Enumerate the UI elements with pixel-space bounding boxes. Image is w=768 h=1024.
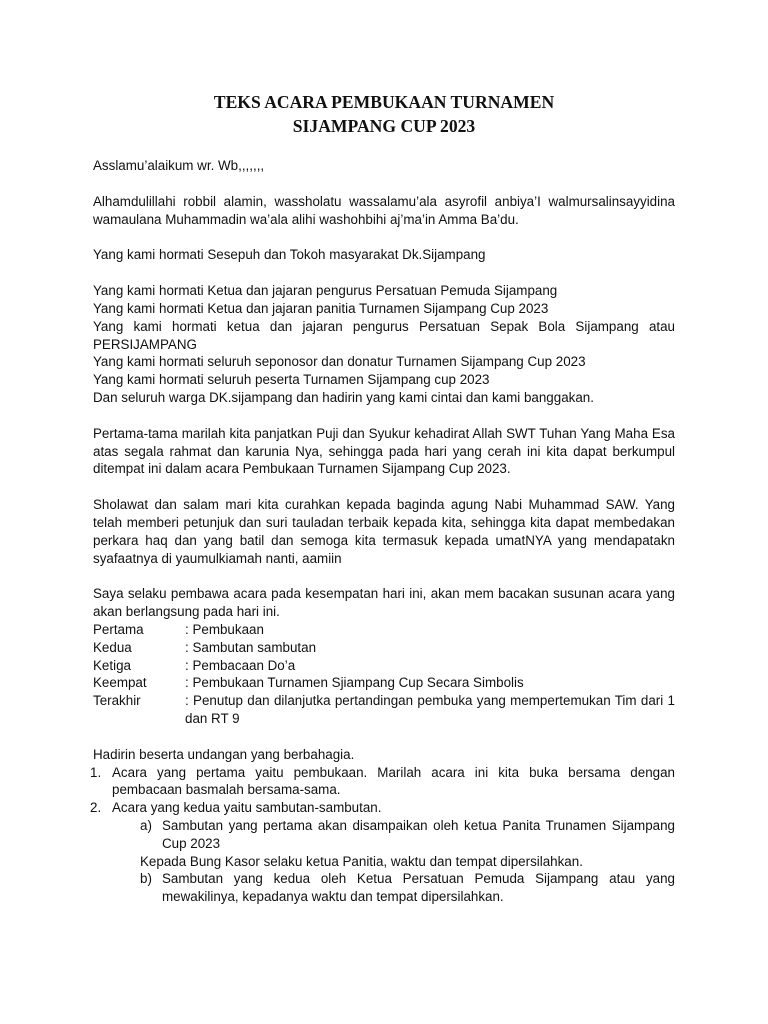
agenda-key: Kedua (93, 639, 132, 655)
sub-list-text: Sambutan yang kedua oleh Ketua Persatuan Pemuda Sijampang atau yang mewakilinya, kepadanya waktu dan tempat dipersilahkan. (162, 871, 675, 905)
title-line-2: SIJAMPANG CUP 2023 (292, 116, 476, 136)
sub-list-note: Kepada Bung Kasor selaku ketua Panitia, waktu dan tempat dipersilahkan. (140, 853, 583, 869)
agenda-key: Ketiga (93, 657, 131, 673)
sub-list-letter: b) (140, 871, 152, 887)
agenda-value: : Pembukaan (185, 621, 264, 637)
greeting: Asslamu’alaikum wr. Wb,,,,,,, (93, 158, 265, 173)
agenda-value: : Sambutan sambutan (185, 639, 317, 655)
honor-line: Yang kami hormati Ketua dan jajaran panitia Turnamen Sijampang Cup 2023 (93, 300, 549, 316)
agenda-intro: Saya selaku pembawa acara pada kesempatan hari ini, akan mem bacakan susunan acara yang akan berlangsung pada hari ini. (93, 586, 675, 620)
agenda-value: : Pembukaan Turnamen Sjiampang Cup Secara Simbolis (185, 675, 524, 691)
agenda-row (93, 674, 675, 692)
list-number: 1. (90, 764, 102, 780)
agenda-value: : Penutup dan dilanjutka pertandingan pembuka yang mempertemukan Tim dari 1 dan RT 9 (185, 693, 675, 726)
sub-list-item (93, 870, 675, 906)
steps-list (90, 764, 675, 906)
list-item (90, 764, 675, 800)
sub-list-letter: a) (140, 817, 152, 833)
agenda-row (93, 621, 675, 639)
honor-line: Yang kami hormati ketua dan jajaran pengurus Persatuan Sepak Bola Sijampang atau PERSIJAMPANG (93, 318, 675, 352)
honors-list (93, 282, 675, 407)
audience-address: Hadirin beserta undangan yang berbahagia. (93, 746, 355, 762)
agenda-row (93, 692, 675, 728)
agenda-row (93, 639, 675, 657)
document-title (93, 90, 675, 138)
opening-paragraph: Alhamdulillahi robbil alamin, wassholatu wassalamu’ala asyrofil anbiya’I walmursalinsayyidina wamaulana Muhammadin wa’ala alihi washohbihi aj’ma’in Amma Ba’du. (93, 193, 675, 227)
honor-line: Yang kami hormati seluruh seponosor dan donatur Turnamen Sijampang Cup 2023 (93, 354, 586, 370)
gratitude-paragraph: Pertama-tama marilah kita panjatkan Puji dan Syukur kehadirat Allah SWT Tuhan Yang Maha Esa atas segala rahmat dan karunia Nya, sehingga pada hari yang cerah ini kita dapat berkumpul ditempat ini dalam acara Pembukaan Turnamen Sijampang Cup 2023. (93, 425, 675, 477)
honor-line: Yang kami hormati seluruh peserta Turnamen Sijampang cup 2023 (93, 372, 490, 388)
list-text: Acara yang pertama yaitu pembukaan. Marilah acara ini kita buka bersama dengan pembacaan basmalah bersama-sama. (112, 764, 675, 798)
honor-line: Dan seluruh warga DK.sijampang dan hadirin yang kami cintai dan kami banggakan. (93, 389, 594, 405)
list-number: 2. (90, 800, 102, 816)
agenda-value: : Pembacaan Do’a (185, 657, 296, 673)
sholawat-paragraph: Sholawat dan salam mari kita curahkan kepada baginda agung Nabi Muhammad SAW. Yang telah memberi petunjuk dan suri tauladan terbaik kepada kita, sehingga kita dapat membedakan perkara haq dan yang batil dan semoga kita termasuk kepada umatNYA yang mendapatakn syafaatnya di yaumulkiamah nanti, aamiin (93, 497, 675, 566)
list-text: Acara yang kedua yaitu sambutan-sambutan. (112, 800, 382, 816)
title-line-1: TEKS ACARA PEMBUKAAN TURNAMEN (213, 92, 555, 112)
agenda-list (93, 621, 675, 728)
agenda-key: Pertama (93, 621, 144, 637)
agenda-key: Keempat (93, 675, 147, 691)
list-item (90, 799, 675, 817)
sub-list-text: Sambutan yang pertama akan disampaikan oleh ketua Panita Trunamen Sijampang Cup 2023 (162, 817, 675, 851)
agenda-key: Terakhir (93, 693, 141, 709)
agenda-row (93, 657, 675, 675)
sub-list-item (93, 817, 675, 853)
honor-elders: Yang kami hormati Sesepuh dan Tokoh masyarakat Dk.Sijampang (93, 247, 486, 263)
honor-line: Yang kami hormati Ketua dan jajaran pengurus Persatuan Pemuda Sijampang (93, 283, 558, 299)
